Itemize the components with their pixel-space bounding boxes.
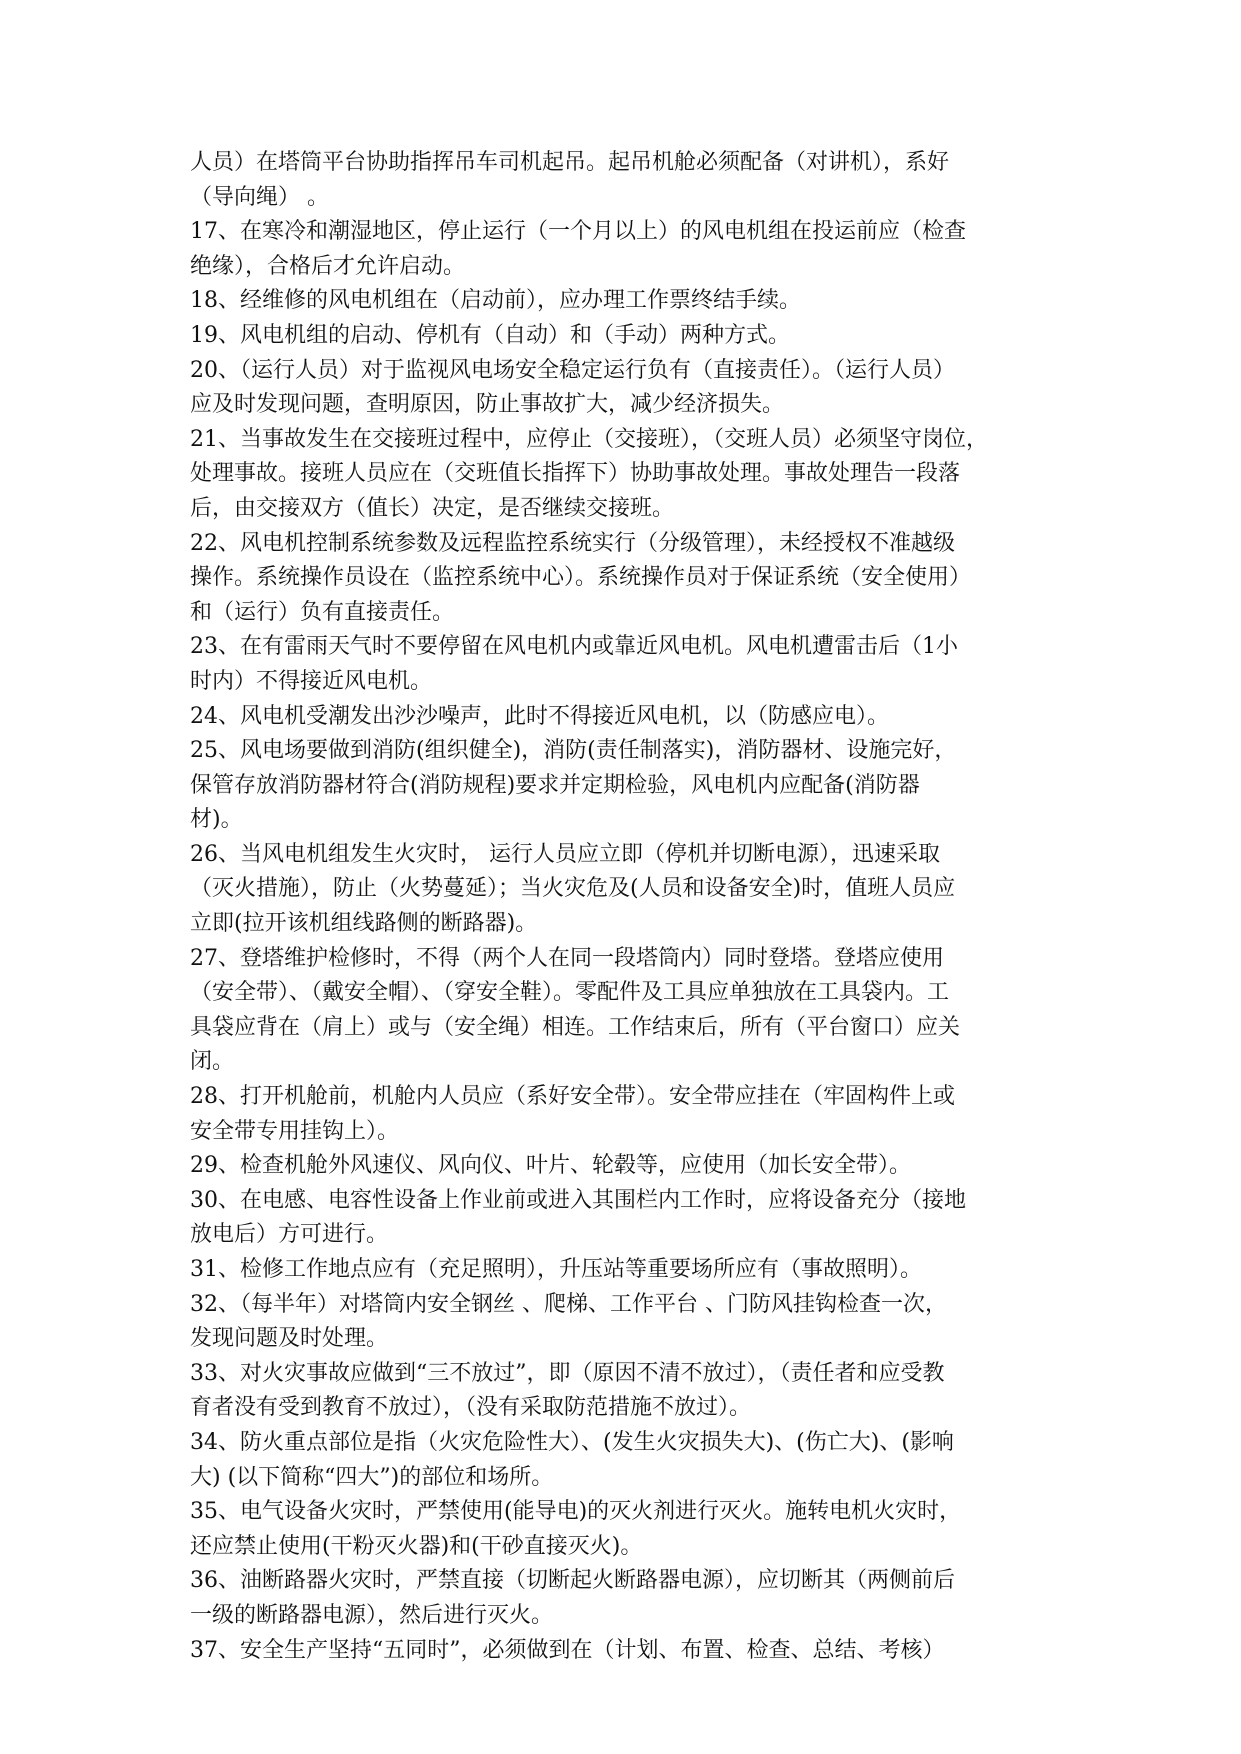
text-line: 34、防火重点部位是指（火灾危险性大）、(发生火灾损失大)、(伤亡大)、(影响	[190, 1429, 954, 1455]
text-line: 放电后）方可进行。	[190, 1222, 389, 1248]
text-line: 24、风电机受潮发出沙沙噪声，此时不得接近风电机，以（防感应电）。	[190, 703, 889, 729]
text-line: 还应禁止使用(干粉灭火器)和(干砂直接灭火)。	[190, 1533, 643, 1559]
text-line: （灭火措施），防止（火势蔓延）；当火灾危及(人员和设备安全)时，值班人员应	[190, 876, 956, 902]
text-line: 和（运行）负有直接责任。	[190, 599, 455, 625]
text-line: 闭。	[190, 1049, 235, 1075]
text-line: 27、登塔维护检修时，不得（两个人在同一段塔筒内）同时登塔。登塔应使用	[190, 945, 944, 971]
text-line: 大) (以下简称“四大”)的部位和场所。	[190, 1464, 554, 1490]
text-line: 应及时发现问题，查明原因，防止事故扩大，减少经济损失。	[190, 392, 785, 418]
text-line: 保管存放消防器材符合(消防规程)要求并定期检验，风电机内应配备(消防器	[190, 772, 920, 798]
text-line: 22、风电机控制系统参数及远程监控系统实行（分级管理），未经授权不准越级	[190, 530, 955, 556]
text-line: 具袋应背在（肩上）或与（安全绳）相连。工作结束后，所有（平台窗口）应关	[190, 1014, 961, 1040]
text-line: 29、检查机舱外风速仪、风向仪、叶片、轮毂等，应使用（加长安全带）。	[190, 1153, 911, 1179]
text-line: 绝缘），合格后才允许启动。	[190, 253, 466, 279]
text-line: 材)。	[190, 807, 243, 833]
text-line: 30、在电感、电容性设备上作业前或进入其围栏内工作时，应将设备充分（接地	[190, 1187, 966, 1213]
text-line: 31、检修工作地点应有（充足照明），升压站等重要场所应有（事故照明）。	[190, 1257, 922, 1282]
text-line: 17、在寒冷和潮湿地区，停止运行（一个月以上）的风电机组在投运前应（检查	[190, 219, 966, 245]
text-line: 立即(拉开该机组线路侧的断路器)。	[190, 911, 538, 937]
text-line: 37、安全生产坚持“五同时”，必须做到在（计划、布置、检查、总结、考核）	[190, 1637, 945, 1663]
text-line: 26、当风电机组发生火灾时， 运行人员应立即（停机并切断电源），迅速采取	[190, 841, 940, 867]
text-line: 一级的断路器电源），然后进行灭火。	[190, 1602, 554, 1628]
text-line: 时内）不得接近风电机。	[190, 668, 433, 694]
text-line: 19、风电机组的启动、停机有（自动）和（手动）两种方式。	[190, 322, 790, 348]
text-line: 33、对火灾事故应做到“三不放过”，即（原因不清不放过），（责任者和应受教	[190, 1360, 945, 1386]
document-body-text	[190, 146, 1050, 1668]
text-line: 20、（运行人员）对于监视风电场安全稳定运行负有（直接责任）。（运行人员）	[190, 357, 955, 383]
text-line: 处理事故。接班人员应在（交班值长指挥下）协助事故处理。事故处理告一段落	[190, 461, 961, 487]
text-line: 32、（每半年）对塔筒内安全钢丝 、爬梯、工作平台 、门防风挂钩检查一次，	[190, 1291, 947, 1317]
text-line: 发现问题及时处理。	[190, 1326, 389, 1352]
text-line: 育者没有受到教育不放过），（没有采取防范措施不放过）。	[190, 1395, 752, 1421]
text-line: （安全带）、（戴安全帽）、（穿安全鞋）。零配件及工具应单独放在工具袋内。工	[190, 980, 950, 1006]
text-line: 18、经维修的风电机组在（启动前），应办理工作票终结手续。	[190, 288, 801, 314]
text-line: （导向绳） 。	[190, 184, 329, 210]
text-line: 28、打开机舱前，机舱内人员应（系好安全带）。安全带应挂在（牢固构件上或	[190, 1084, 955, 1110]
text-line: 35、电气设备火灾时，严禁使用(能导电)的灭火剂进行灭火。施转电机火灾时，	[190, 1499, 962, 1525]
text-line: 21、当事故发生在交接班过程中，应停止（交接班），（交班人员）必须坚守岗位，	[190, 426, 988, 452]
text-line: 36、油断路器火灾时，严禁直接（切断起火断路器电源），应切断其（两侧前后	[190, 1568, 955, 1594]
text-line: 23、在有雷雨天气时不要停留在风电机内或靠近风电机。风电机遭雷击后（1小	[190, 634, 958, 660]
text-line: 人员）在塔筒平台协助指挥吊车司机起吊。起吊机舱必须配备（对讲机），系好	[190, 150, 950, 175]
text-line: 操作。系统操作员设在（监控系统中心）。系统操作员对于保证系统（安全使用）	[190, 565, 972, 591]
text-line: 安全带专用挂钩上）。	[190, 1118, 400, 1144]
text-line: 后，由交接双方（值长）决定，是否继续交接班。	[190, 495, 675, 521]
text-line: 25、风电场要做到消防(组织健全)，消防(责任制落实)，消防器材、设施完好，	[190, 738, 957, 764]
